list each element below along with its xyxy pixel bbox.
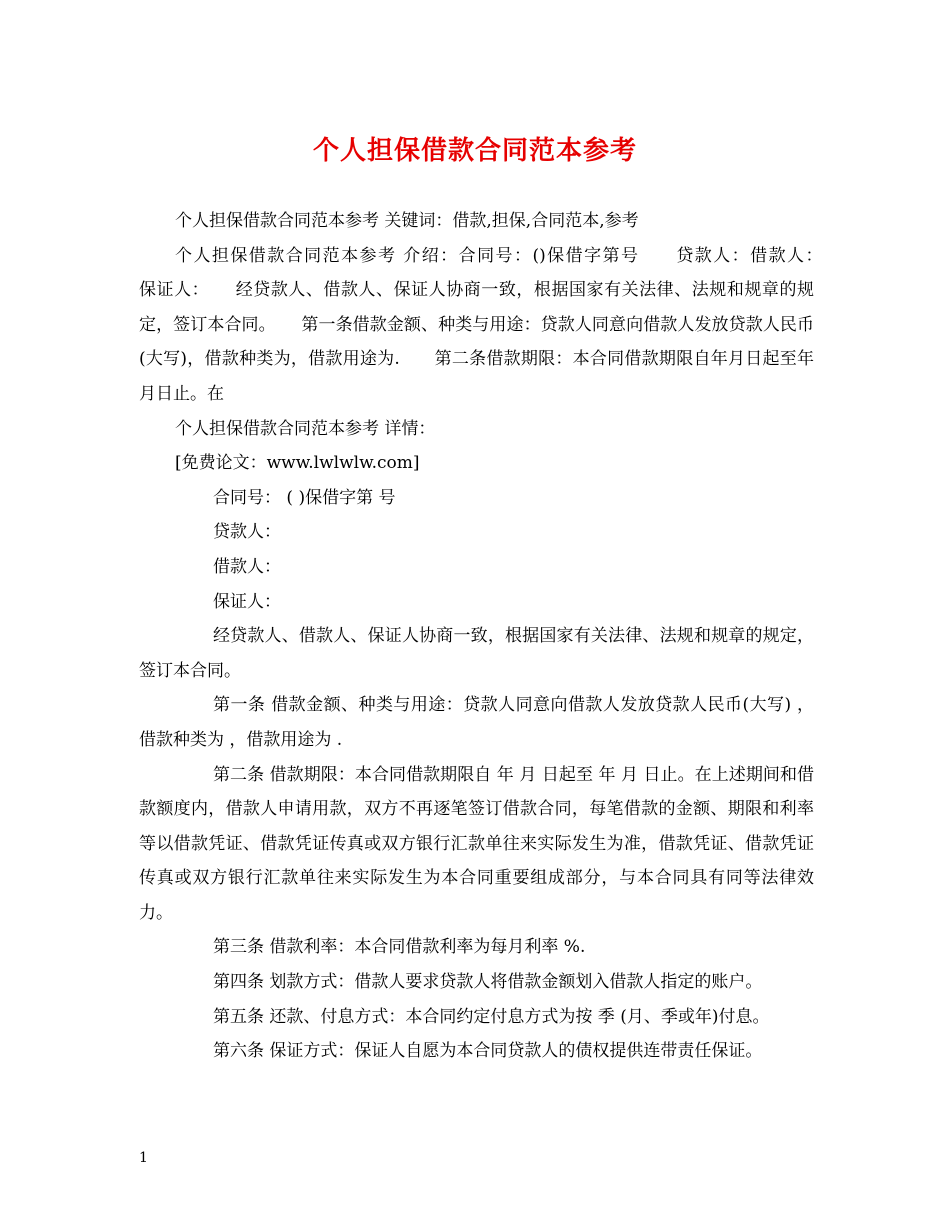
guarantor-field: 保证人： (213, 591, 281, 612)
intro-paragraph: 个人担保借款合同范本参考 介绍：合同号：()保借字第号 贷款人：借款人： 保证人： 经贷款人、借款人、保证人协商一致，根据国家有关法律、法规和规章的规定，签订本合同。 第一条借款金额、种类与用途：贷款人同意向借款人发放贷款人民币(大写)，借款种类为，借款用途为. 第二条借款期限：本合同借款期限自年月日起至年月日止。在 (139, 245, 848, 404)
preamble-paragraph: 经贷款人、借款人、保证人协商一致，根据国家有关法律、法规和规章的规定，签订本合同。 (139, 626, 814, 681)
contract-number-field: 合同号： ( )保借字第 号 (213, 487, 396, 508)
document-title: 个人担保借款合同范本参考 (312, 136, 637, 166)
page-number: 1 (139, 1150, 148, 1166)
article-4: 第四条 划款方式：借款人要求贷款人将借款金额划入借款人指定的账户。 (213, 972, 763, 993)
borrower-field: 借款人： (213, 556, 281, 577)
article-2: 第二条 借款期限：本合同借款期限自 年 月 日起至 年 月 日止。在上述期间和借款额度内，借款人申请用款，双方不再逐笔签订借款合同，每笔借款的金额、期限和利率等以借款凭证、借款凭证传真或双方银行汇款单往来实际发生为准，借款凭证、借款凭证传真或双方银行汇款单往来实际发生为本合同重要组成部分，与本合同具有同等法律效力。 (139, 764, 814, 923)
article-5: 第五条 还款、付息方式：本合同约定付息方式为按 季 (月、季或年)付息。 (213, 1006, 770, 1027)
article-6: 第六条 保证方式：保证人自愿为本合同贷款人的债权提供连带责任保证。 (213, 1041, 763, 1062)
document-body (139, 204, 848, 1069)
source-line: [免费论文：www.lwlwlw.com] (175, 453, 420, 474)
lender-field: 贷款人： (213, 522, 281, 543)
article-3: 第三条 借款利率：本合同借款利率为每月利率 %. (213, 937, 586, 958)
article-1: 第一条 借款金额、种类与用途：贷款人同意向借款人发放贷款人民币(大写) ，借款种类为 ，借款用途为 . (139, 695, 814, 750)
details-line: 个人担保借款合同范本参考 详情： (175, 418, 436, 439)
keywords-line: 个人担保借款合同范本参考 关键词：借款,担保,合同范本,参考 (175, 211, 639, 231)
